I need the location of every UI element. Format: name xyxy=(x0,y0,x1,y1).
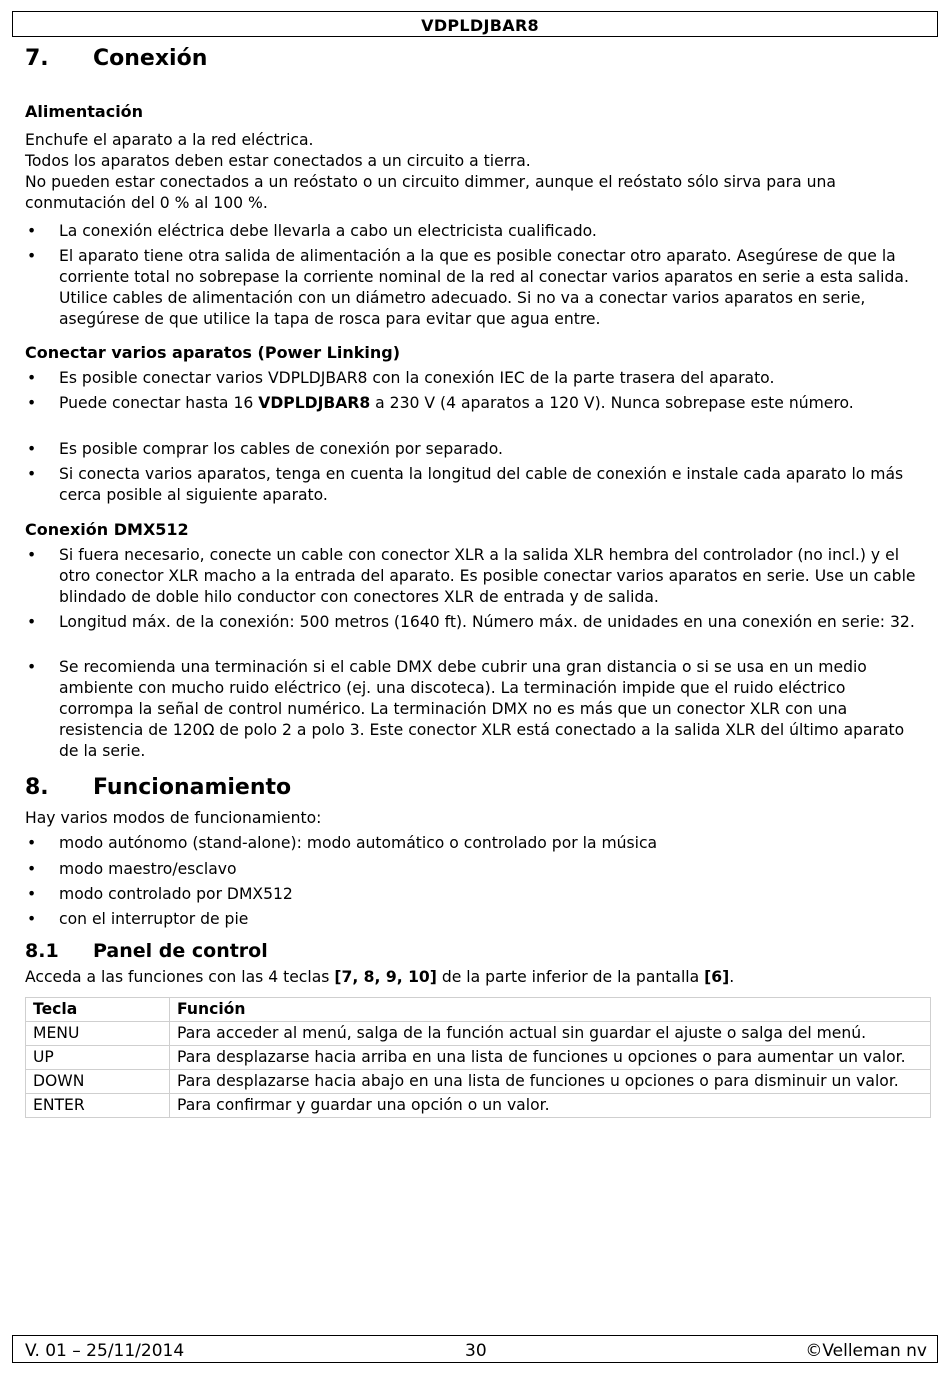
table-cell-key: UP xyxy=(26,1046,170,1070)
footer-page-number: 30 xyxy=(465,1341,487,1361)
table-cell-key: MENU xyxy=(26,1022,170,1046)
section-7-heading xyxy=(25,46,207,71)
list-item: • La conexión eléctrica debe llevarla a cabo un electricista cualificado. xyxy=(25,221,920,242)
table-row xyxy=(26,1094,931,1118)
alimentacion-paragraphs xyxy=(25,130,920,214)
list-item: • Es posible conectar varios VDPLDJBAR8 con la conexión IEC de la parte trasera del aparato. xyxy=(25,368,920,389)
alimentacion-p2: Todos los aparatos deben estar conectados a un circuito a tierra. xyxy=(25,152,531,170)
page-footer xyxy=(12,1335,938,1363)
intro-display-ref: [6] xyxy=(704,968,730,986)
linking-b2-pre: Puede conectar hasta 16 xyxy=(59,394,259,412)
alimentacion-p1: Enchufe el aparato a la red eléctrica. xyxy=(25,131,314,149)
section-8-1-heading xyxy=(25,940,268,962)
list-item: • Es posible comprar los cables de conexión por separado. xyxy=(25,439,920,460)
section-8-title: Funcionamiento xyxy=(93,775,292,800)
section-8-heading xyxy=(25,775,291,800)
table-row xyxy=(26,1022,931,1046)
mode-item-1 xyxy=(25,833,920,854)
intro-text-2: de la parte inferior de la pantalla xyxy=(436,968,705,986)
linking-bullet-4 xyxy=(25,464,920,506)
dmx512-heading: Conexión DMX512 xyxy=(25,520,189,539)
mode-item-4 xyxy=(25,909,920,930)
section-8-number: 8. xyxy=(25,775,49,800)
alimentacion-bullet-list xyxy=(25,221,920,242)
intro-keys: [7, 8, 9, 10] xyxy=(334,968,437,986)
header-model: VDPLDJBAR8 xyxy=(421,16,539,35)
linking-bullet-1 xyxy=(25,368,920,389)
mode-item-2 xyxy=(25,859,920,880)
linking-bullet-2 xyxy=(25,393,920,414)
dmx-bullet-2 xyxy=(25,612,920,633)
list-item xyxy=(25,393,920,414)
table-cell-key: DOWN xyxy=(26,1070,170,1094)
table-cell-key: ENTER xyxy=(26,1094,170,1118)
intro-text-1: Acceda a las funciones con las 4 teclas xyxy=(25,968,335,986)
footer-version: V. 01 – 25/11/2014 xyxy=(25,1341,185,1361)
alimentacion-bullet-list-2 xyxy=(25,246,920,330)
intro-text-3: . xyxy=(729,968,735,986)
table-cell-function: Para acceder al menú, salga de la función actual sin guardar el ajuste o salga del menú. xyxy=(170,1022,931,1046)
list-item: • modo controlado por DMX512 xyxy=(25,884,920,905)
table-row xyxy=(26,1070,931,1094)
power-linking-heading: Conectar varios aparatos (Power Linking) xyxy=(25,343,400,362)
list-item: • modo autónomo (stand-alone): modo automático o controlado por la música xyxy=(25,833,920,854)
list-item: • El aparato tiene otra salida de alimentación a la que es posible conectar otro aparato. Asegúrese de que la corriente total no sobrepase la corriente nominal de la red al conectar varios aparatos en serie a esta salida. Utilice cables de alimentación con un diámetro adecuado. Si no va a conectar varios aparatos en serie, asegúrese de que utilice la tapa de rosca para evitar que agua entre. xyxy=(25,246,920,330)
key-function-table xyxy=(25,997,931,1118)
table-cell-function: Para desplazarse hacia arriba en una lista de funciones u opciones o para aumentar un valor. xyxy=(170,1046,931,1070)
list-item: • Se recomienda una terminación si el cable DMX debe cubrir una gran distancia o si se usa en un medio ambiente con mucho ruido eléctrico (ej. una discoteca). La terminación impide que el ruido eléctrico corrompa la señal de control numérico. La terminación DMX no es más que un conector XLR con una resistencia de 120Ω de polo 2 a polo 3. Este conector XLR está conectado a la salida XLR del último aparato de la serie. xyxy=(25,657,920,762)
dmx-bullet-1 xyxy=(25,545,920,608)
list-item: • Si fuera necesario, conecte un cable con conector XLR a la salida XLR hembra del controlador (no incl.) y el otro conector XLR macho a la entrada del aparato. Es posible conectar varios aparatos en serie. Use un cable blindado de doble hilo conductor con conectores XLR de entrada y de salida. xyxy=(25,545,920,608)
page-header xyxy=(12,11,938,37)
mode-item-3 xyxy=(25,884,920,905)
linking-b2-post: a 230 V (4 aparatos a 120 V). Nunca sobrepase este número. xyxy=(370,394,854,412)
list-item: • Si conecta varios aparatos, tenga en cuenta la longitud del cable de conexión e instale cada aparato lo más cerca posible al siguiente aparato. xyxy=(25,464,920,506)
table-header-row xyxy=(26,998,931,1022)
table-header-tecla: Tecla xyxy=(26,998,170,1022)
section-8-intro: Hay varios modos de funcionamiento: xyxy=(25,809,322,827)
section-8-1-intro xyxy=(25,967,920,988)
table-cell-function: Para confirmar y guardar una opción o un valor. xyxy=(170,1094,931,1118)
list-item: • modo maestro/esclavo xyxy=(25,859,920,880)
table-header-funcion: Función xyxy=(170,998,931,1022)
list-item: • Longitud máx. de la conexión: 500 metros (1640 ft). Número máx. de unidades en una conexión en serie: 32. xyxy=(25,612,920,633)
section-8-1-title: Panel de control xyxy=(93,940,268,962)
dmx-bullet-3 xyxy=(25,657,920,762)
alimentacion-heading: Alimentación xyxy=(25,102,144,121)
list-item: • con el interruptor de pie xyxy=(25,909,920,930)
linking-b2-model: VDPLDJBAR8 xyxy=(258,394,371,412)
table-row xyxy=(26,1046,931,1070)
alimentacion-p3: No pueden estar conectados a un reóstato o un circuito dimmer, aunque el reóstato sólo sirva para una conmutación del 0 % al 100 %. xyxy=(25,173,836,212)
linking-bullet-3 xyxy=(25,439,920,460)
table-cell-function: Para desplazarse hacia abajo en una lista de funciones u opciones o para disminuir un valor. xyxy=(170,1070,931,1094)
section-8-1-number: 8.1 xyxy=(25,940,59,962)
footer-copyright: ©Velleman nv xyxy=(805,1341,927,1361)
section-7-title: Conexión xyxy=(93,46,208,71)
section-7-number: 7. xyxy=(25,46,49,71)
